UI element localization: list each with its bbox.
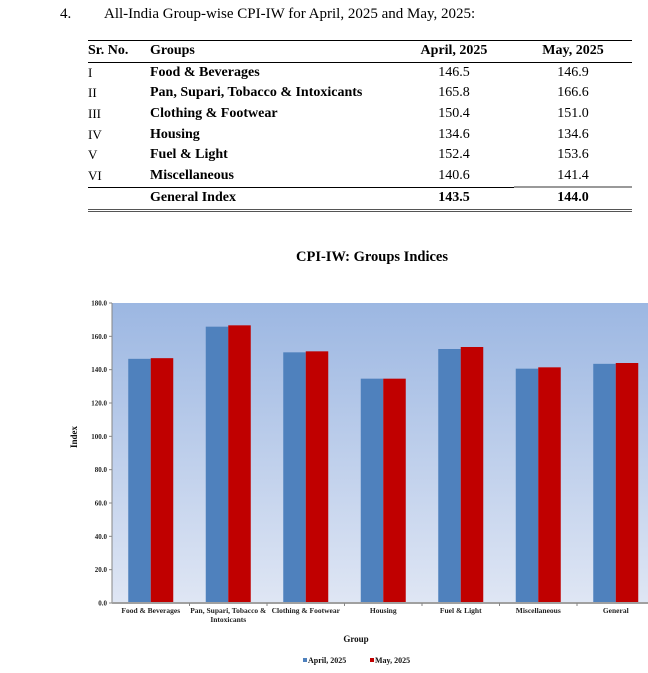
x-category-label: Housing [369,606,397,615]
general-index-row [88,187,632,210]
may-value-cell: 141.4 [557,167,589,183]
bar-may-7 [616,363,639,603]
sr-no-cell [88,187,150,210]
april-value-cell: 146.5 [438,64,470,80]
sr-no-cell: I [88,64,93,80]
bar-may-4 [383,379,406,603]
sr-no-cell: III [88,106,101,122]
col-header-groups: Groups [150,41,394,63]
x-category-label: Fuel & Light [439,606,482,615]
april-value-cell: 152.4 [438,147,470,163]
bar-april-7 [593,364,616,603]
bar-april-4 [361,379,384,603]
y-tick-label: 120.0 [91,399,107,408]
legend [303,656,410,665]
may-value-cell: 153.6 [557,147,589,163]
col-header-sr-no: Sr. No. [88,41,150,63]
table-header-row [88,41,632,63]
y-tick-label: 0.0 [98,599,107,608]
table-row [88,104,632,125]
group-cell: Pan, Supari, Tobacco & Intoxicants [150,85,363,101]
section-number: 4. [60,6,72,22]
april-value-cell: 140.6 [438,168,470,184]
bar-may-3 [306,351,329,603]
bar-april-2 [206,327,229,603]
legend-swatch-april [303,658,307,662]
x-category-label: Clothing & Footwear [271,606,340,615]
bar-april-6 [516,369,539,603]
april-value-cell: 134.6 [438,126,470,142]
chart-title: CPI-IW: Groups Indices [295,249,449,265]
group-cell: Miscellaneous [150,168,234,184]
cpi-groups-bar-chart [0,230,648,673]
table-row [88,166,632,188]
y-tick-label: 40.0 [94,532,107,541]
may-value-cell: 144.0 [514,187,632,210]
bar-april-1 [128,359,151,603]
bar-may-2 [228,325,251,603]
x-axis [112,603,648,624]
legend-swatch-may [370,658,374,662]
sr-no-cell: VI [88,168,102,184]
group-cell: Food & Beverages [150,64,260,80]
x-category-label: Pan, Supari, Tobacco & [190,606,267,615]
table-row [88,62,632,83]
april-value-cell: 150.4 [438,106,470,122]
y-tick-label: 180.0 [91,299,107,308]
x-category-label: General [602,606,629,615]
x-category-label: Intoxicants [210,615,247,624]
may-value-cell: 134.6 [557,126,589,142]
bar-may-1 [151,358,174,603]
april-value-cell: 143.5 [394,187,514,210]
y-tick-label: 140.0 [91,366,107,375]
col-header-april: April, 2025 [394,41,514,63]
group-cell: General Index [150,187,394,210]
may-value-cell: 166.6 [557,85,589,101]
bar-may-6 [538,367,561,603]
cpi-group-table [88,40,632,212]
table-row [88,124,632,145]
section-title: All-India Group-wise CPI-IW for April, 2025 and May, 2025: [104,6,476,22]
may-value-cell: 146.9 [557,64,589,80]
may-value-cell: 151.0 [557,106,589,122]
bar-may-5 [461,347,484,603]
y-tick-label: 160.0 [91,332,107,341]
y-tick-label: 20.0 [94,566,107,575]
y-axis-title: Index [69,425,79,449]
group-cell: Clothing & Footwear [150,106,278,122]
x-category-label: Food & Beverages [121,606,181,615]
group-cell: Housing [150,126,200,142]
legend-label-may: May, 2025 [375,656,411,665]
bar-april-5 [438,349,461,603]
table-row [88,83,632,104]
sr-no-cell: V [88,147,98,163]
april-value-cell: 165.8 [438,85,470,101]
y-axis [91,300,112,608]
section-heading [60,6,475,23]
sr-no-cell: II [88,85,97,101]
group-cell: Fuel & Light [150,147,228,163]
y-tick-label: 80.0 [94,466,107,475]
bar-april-3 [283,352,306,603]
legend-label-april: April, 2025 [308,656,347,665]
table-row [88,145,632,166]
y-tick-label: 100.0 [91,432,107,441]
y-tick-label: 60.0 [94,499,107,508]
x-axis-title: Group [343,634,369,644]
col-header-may: May, 2025 [514,41,632,63]
sr-no-cell: IV [88,126,102,142]
x-category-label: Miscellaneous [515,606,561,615]
